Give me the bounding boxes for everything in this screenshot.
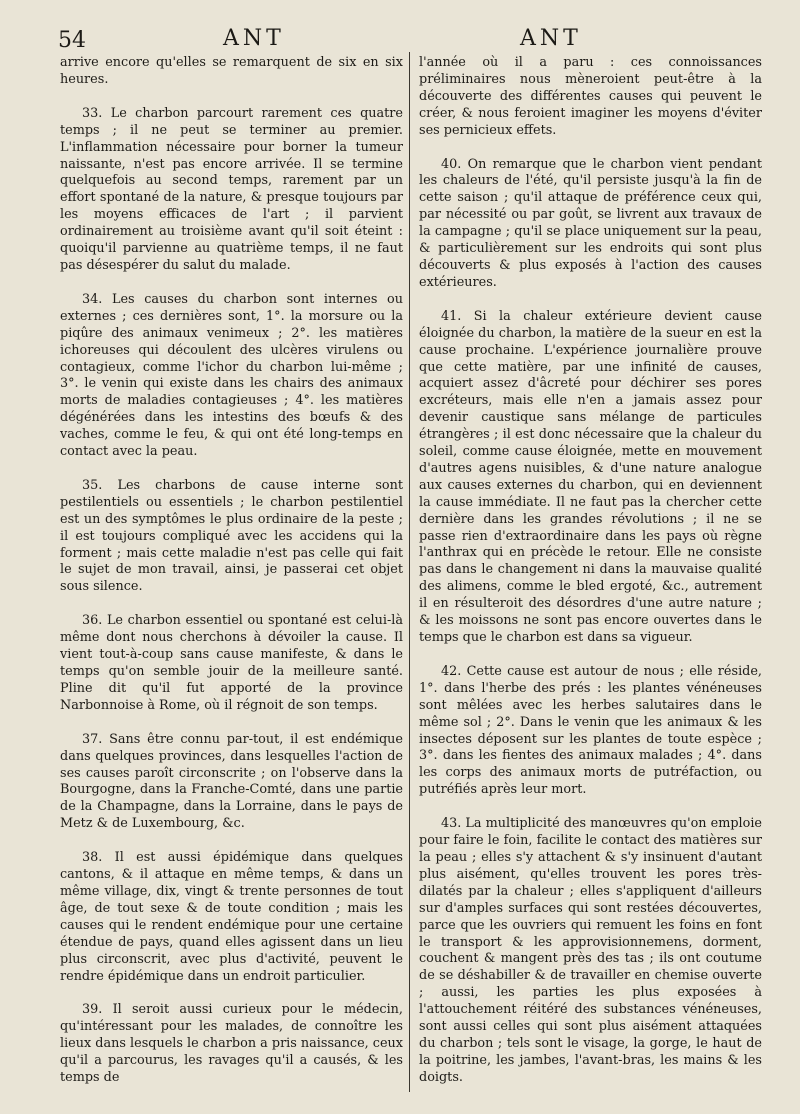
- paragraph-36: 36. Le charbon essentiel ou spontané est celui-là même dont nous cherchons à dévoiler la cause. Il vient tout-à-coup sans cause manifeste, & dans le temps qu'on semble jouir de la meilleure santé. Pline dit qu'il fut apporté de la province Narbonnoise à Rome, où il régnoit de son temps.: [60, 613, 403, 713]
- left-column: [60, 55, 403, 1087]
- running-header-left: ANT: [223, 26, 285, 51]
- column-divider: [409, 52, 410, 1092]
- paragraph-42: 42. Cette cause est autour de nous ; elle réside, 1°. dans l'herbe des prés : les plantes vénéneuses sont mêlées avec les herbes salutaires dans le même sol ; 2°. Dans le venin que les animaux & les insectes déposent sur les plantes de toute espèce ; 3°. dans les fientes des animaux malades ; 4°. dans les corps des animaux morts de putréfaction, ou putréfiés après leur mort.: [419, 663, 762, 798]
- right-column: [419, 55, 762, 1087]
- paragraph-39: 39. Il seroit aussi curieux pour le médecin, qu'intéressant pour les malades, de connoître les lieux dans lesquels le charbon a pris naissance, ceux qu'il a parcourus, les ravages qu'il a causés, & les temps de: [60, 1002, 403, 1086]
- paragraph-39-continuation: l'année où il a paru : ces connoissances préliminaires nous mèneroient peut-être à la découverte des différentes causes qui peuvent le créer, & nous feroient imaginer les moyens d'éviter ses pernicieux effets.: [419, 55, 762, 138]
- paragraph-37: 37. Sans être connu par-tout, il est endémique dans quelques provinces, dans lesquelles l'action de ses causes paroît circonscrite ; on l'observe dans la Bourgogne, dans la Franche-Comté, dans une partie de la Champagne, dans la Lorraine, dans le pays de Metz & de Luxembourg, &c.: [60, 731, 403, 832]
- paragraph-33: 33. Le charbon parcourt rarement ces quatre temps ; il ne peut se terminer au premier. L'inflammation nécessaire pour borner la tumeur naissante, n'est pas encore arrivée. Il se termine quelquefois au second temps, rarement par un effort spontané de la nature, & presque toujours par les moyens efficaces de l'art ; il parvient ordinairement au troisième avant qu'il soit éteint : quoiqu'il parvienne au quatrième temps, il ne faut pas désespérer du salut du malade.: [60, 105, 403, 273]
- paragraph-40: 40. On remarque que le charbon vient pendant les chaleurs de l'été, qu'il persiste jusqu'à la fin de cette saison ; qu'il attaque de préférence ceux qui, par nécessité ou par goût, se livrent aux travaux de la campagne ; qu'il se place uniquement sur la peau, & particulièrement sur les endroits qui sont plus découverts & plus exposés à l'action des causes extérieures.: [419, 156, 762, 290]
- paragraph-41: 41. Si la chaleur extérieure devient cause éloignée du charbon, la matière de la sueur en est la cause prochaine. L'expérience journalière prouve que cette matière, par une infinité de causes, acquiert assez d'âcreté pour déchirer ses pores excréteurs, mais elle n'en a jamais assez pour devenir caustique sans mélange de particules étrangères ; il est donc nécessaire que la chaleur du soleil, comme cause éloignée, mette en mouvement d'autres agens nuisibles, & d'une nature analogue aux causes externes du charbon, qui en deviennent la cause immédiate. Il ne faut pas la chercher cette dernière dans les grandes révolutions ; il ne se passe rien d'extraordinaire dans les pays où règne l'anthrax qui en précède le retour. Elle ne consiste pas dans le changement ni dans la mauvaise qualité des alimens, comme le bled ergoté, &c., autrement il en résulteroit des désordres d'une autre nature ; & les moissons ne sont pas encore ouvertes dans le temps que le charbon est dans sa vigueur.: [419, 308, 762, 645]
- paragraph-continuation: arrive encore qu'elles se remarquent de six en six heures.: [60, 55, 403, 87]
- running-header-right: ANT: [520, 26, 582, 51]
- paragraph-38: 38. Il est aussi épidémique dans quelques cantons, & il attaque en même temps, & dans un même village, dix, vingt & trente personnes de tout âge, de tout sexe & de toute condition ; mais les causes qui le rendent endémique pour une certaine étendue de pays, quand elles agissent dans un lieu plus circonscrit, avec plus d'activité, peuvent le rendre épidémique dans un endroit particulier.: [60, 850, 403, 984]
- paragraph-43: 43. La multiplicité des manœuvres qu'on emploie pour faire le foin, facilite le contact des matières sur la peau ; elles s'y attachent & s'y insinuent d'autant plus aisément, qu'elles trouvent les pores très-dilatés par la chaleur ; elles s'appliquent d'ailleurs sur d'amples surfaces qui sont restées découvertes, parce que les ouvriers qui remuent les foins en font le transport & les approvisionnemens, dorment, couchent & mangent près des tas ; ils ont coutume de se déshabiller & de travailler en chemise ouverte ; aussi, les parties les plus exposées à l'attouchement réitéré des substances vénéneuses, sont aussi celles qui sont plus aisément attaquées du charbon ; tels sont le visage, la gorge, le haut de la poitrine, les jambes, l'avant-bras, les mains & les doigts.: [419, 816, 762, 1085]
- page-number: 54: [58, 28, 86, 53]
- paragraph-35: 35. Les charbons de cause interne sont pestilentiels ou essentiels ; le charbon pestilentiel est un des symptômes le plus ordinaire de la peste ; il est toujours compliqué avec les accidens qui la forment ; mais cette maladie n'est pas celle qui fait le sujet de mon travail, ainsi, je passerai cet objet sous silence.: [60, 477, 403, 595]
- paragraph-34: 34. Les causes du charbon sont internes ou externes ; ces dernières sont, 1°. la morsure ou la piqûre des animaux venimeux ; 2°. les matières ichoreuses qui découlent des ulcères virulens ou contagieux, comme l'ichor du charbon lui-même ; 3°. le venin qui existe dans les chairs des animaux morts de maladies contagieuses ; 4°. les matières dégénérées dans les intestins des bœufs & des vaches, comme le feu, & qui ont été long-temps en contact avec la peau.: [60, 291, 403, 460]
